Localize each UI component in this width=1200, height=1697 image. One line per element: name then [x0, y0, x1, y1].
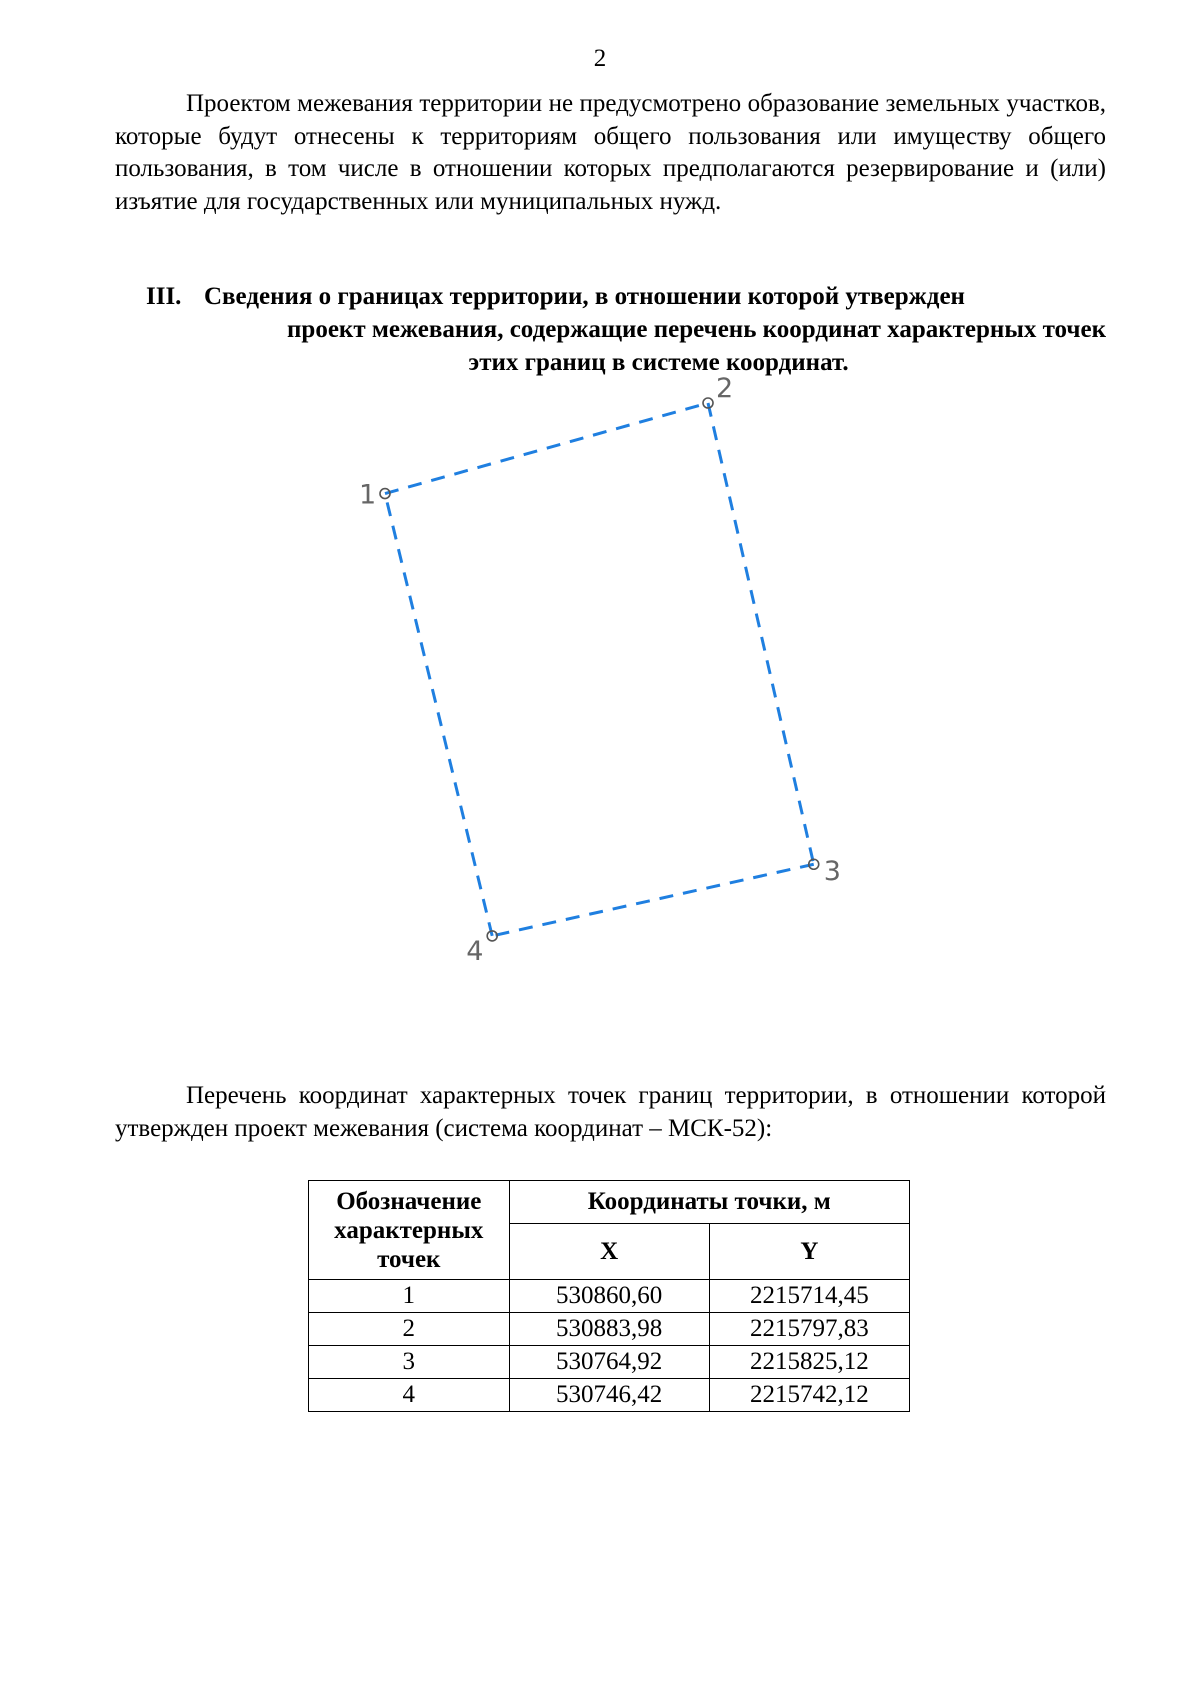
cell-x: 530764,92 [509, 1346, 709, 1379]
table-row [309, 1379, 910, 1412]
cell-y: 2215714,45 [709, 1280, 909, 1313]
boundary-plan [340, 373, 920, 1050]
header-y: Y [709, 1224, 909, 1280]
coordinates-intro-paragraph: Перечень координат характерных точек границ территории, в отношении которой утвержден проект межевания (система координат – МСК-52): [115, 1082, 1106, 1142]
cell-point: 2 [309, 1313, 510, 1346]
header-coordinates: Координаты точки, м [509, 1181, 909, 1224]
section-title-line-1: Сведения о границах территории, в отношении которой утвержден [204, 283, 965, 310]
cell-point: 4 [309, 1379, 510, 1412]
section-heading-line-1 [115, 280, 1106, 313]
section-title-line-3: этих границ в системе координат. [468, 349, 849, 376]
section-number: III. [146, 283, 182, 310]
coordinates-table [308, 1180, 910, 1412]
boundary-segment [492, 864, 814, 936]
header-x: X [509, 1224, 709, 1280]
table-row [309, 1346, 910, 1379]
section-title-line-2: проект межевания, содержащие перечень координат характерных точек [287, 316, 1106, 343]
cell-x: 530883,98 [509, 1313, 709, 1346]
boundary-point-label: 3 [823, 856, 841, 888]
cell-y: 2215825,12 [709, 1346, 909, 1379]
cell-y: 2215797,83 [709, 1313, 909, 1346]
boundary-point-label: 1 [359, 479, 377, 511]
cell-y: 2215742,12 [709, 1379, 909, 1412]
boundary-point-label: 2 [716, 373, 734, 404]
section-heading [115, 280, 1106, 379]
cell-x: 530860,60 [509, 1280, 709, 1313]
cell-x: 530746,42 [509, 1379, 709, 1412]
boundary-point-label: 4 [466, 935, 484, 967]
header-point-designation: Обозначение характерных точек [309, 1181, 510, 1280]
intro-paragraph: Проектом межевания территории не предусмотрено образование земельных участков, которые будут отнесены к территориям общего пользования или имуществу общего пользования, в том числе в отношении которых предполагаются резервирование и (или) изъятие для государственных или муниципальных нужд. [115, 90, 1106, 215]
table-row [309, 1280, 910, 1313]
cell-point: 3 [309, 1346, 510, 1379]
boundary-segment [385, 403, 708, 494]
cell-point: 1 [309, 1280, 510, 1313]
boundary-segment [708, 403, 814, 864]
boundary-segment [385, 494, 492, 936]
table-header-row [309, 1181, 910, 1224]
table-row [309, 1313, 910, 1346]
page-number: 2 [593, 45, 607, 72]
